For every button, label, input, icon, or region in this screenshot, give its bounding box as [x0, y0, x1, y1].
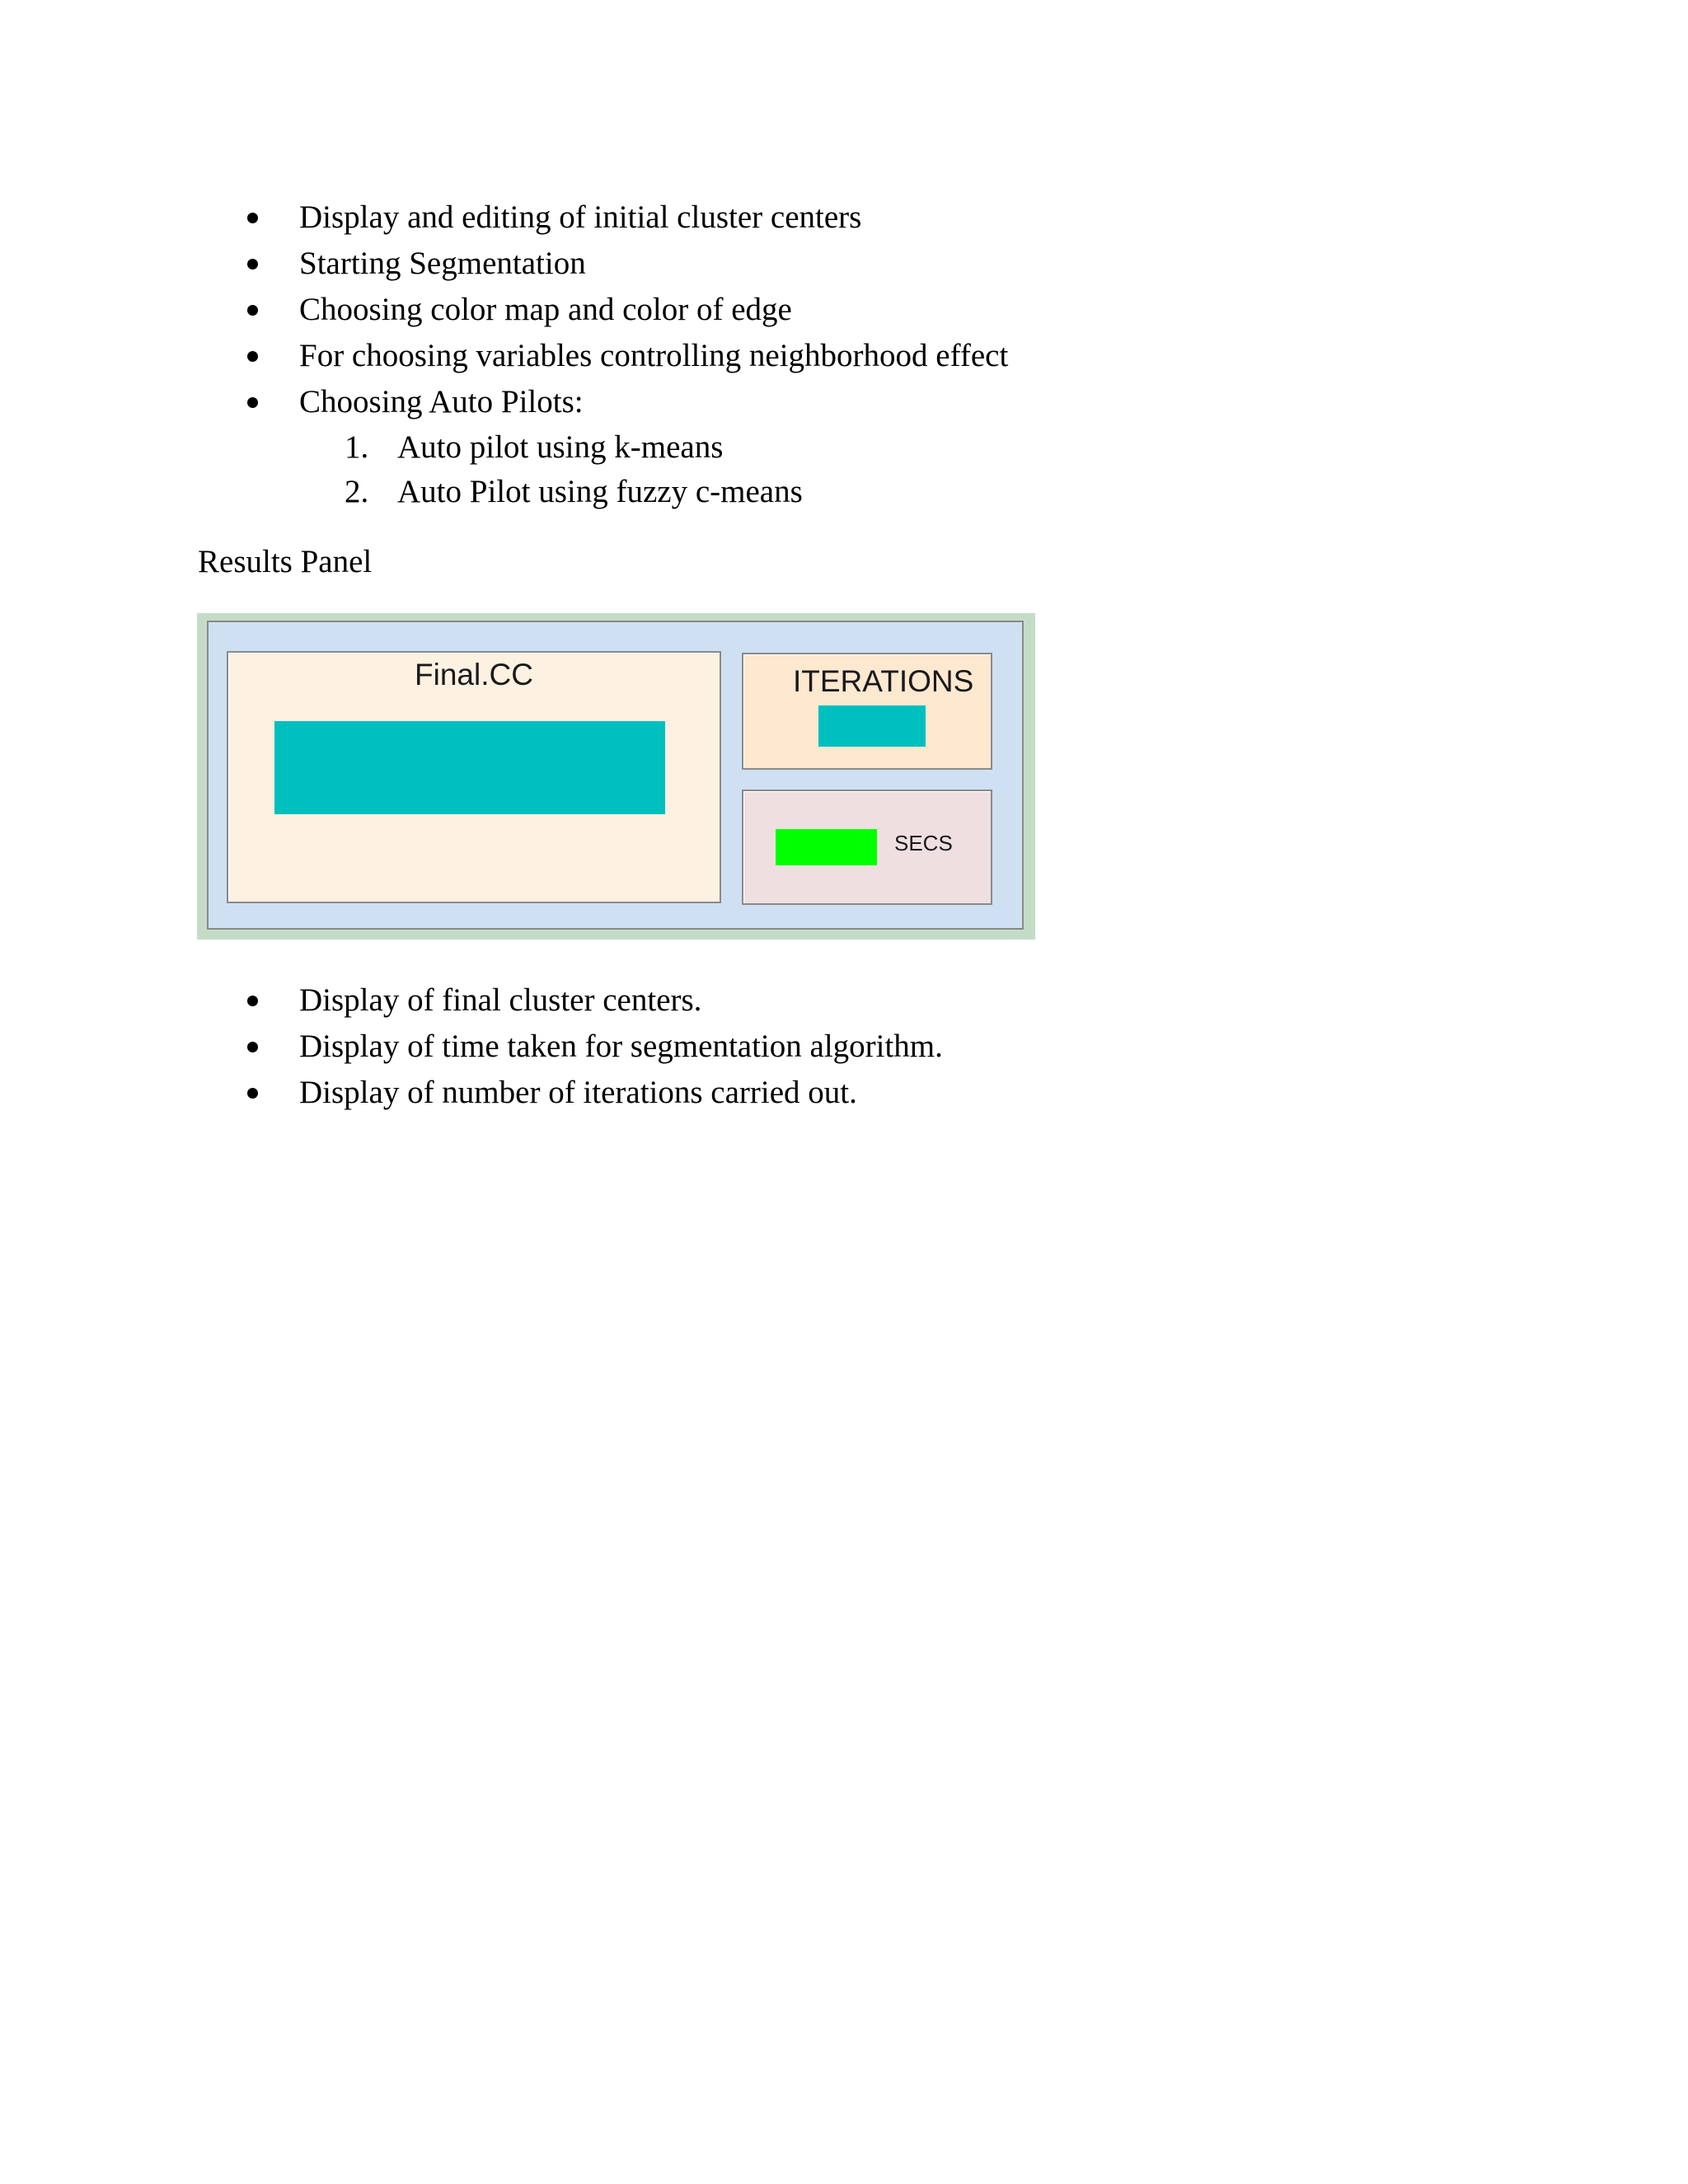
bullet-icon	[247, 1042, 258, 1052]
bullet-icon	[247, 1088, 258, 1099]
bullet-icon	[247, 996, 258, 1006]
bullet-icon	[247, 259, 258, 269]
list-item-text: Auto pilot using k-means	[397, 429, 724, 465]
list-item-text: Display of time taken for segmentation algorithm.	[299, 1029, 943, 1064]
secs-value-field	[776, 829, 877, 865]
list-item-text: Display of number of iterations carried out.	[299, 1075, 857, 1110]
bullet-icon	[247, 351, 258, 362]
bullet-icon	[247, 213, 258, 223]
iterations-label: ITERATIONS	[793, 664, 974, 698]
bullet-icon	[247, 397, 258, 408]
list-item-text: Auto Pilot using fuzzy c-means	[397, 474, 803, 509]
final-cc-label: Final.CC	[415, 658, 533, 691]
secs-label: SECS	[894, 831, 953, 855]
results-panel-screenshot	[197, 613, 1035, 940]
list-item-text: Choosing Auto Pilots:	[299, 384, 584, 419]
list-item-text: Display of final cluster centers.	[299, 982, 702, 1018]
results-panel-heading: Results Panel	[198, 544, 373, 579]
iterations-value-field	[818, 705, 926, 747]
final-cc-value-field	[274, 721, 665, 814]
list-number: 2.	[345, 474, 369, 509]
list-number: 1.	[345, 429, 369, 465]
list-item-text: For choosing variables controlling neighborhood effect	[299, 338, 1009, 373]
list-item-text: Display and editing of initial cluster centers	[299, 199, 862, 235]
secs-group	[742, 790, 992, 905]
iterations-group	[742, 653, 992, 770]
results-panel-body	[207, 621, 1024, 930]
list-item-text: Choosing color map and color of edge	[299, 292, 792, 327]
list-item-text: Starting Segmentation	[299, 246, 586, 281]
final-cc-group	[227, 651, 721, 903]
bullet-icon	[247, 305, 258, 316]
